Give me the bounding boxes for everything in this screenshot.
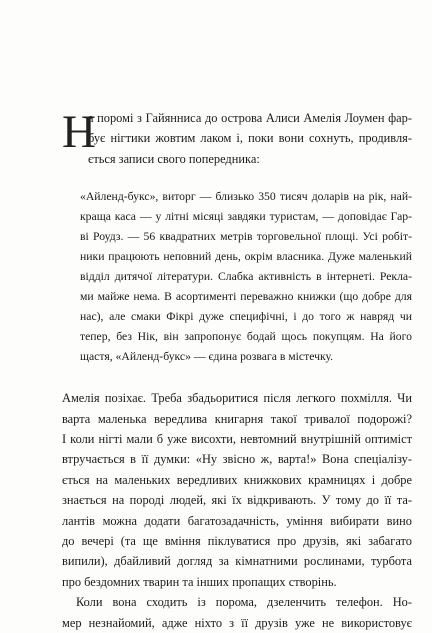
body-line: варта маленька вередлива книгарня такої тривалої подорожі?: [62, 411, 412, 426]
quote-line: відділ дитячої літератури. Слабка активність в інтернеті. Рекла-: [80, 270, 412, 284]
body-line: лантів можна додати багатозадачність, уміння вибирати вино: [62, 513, 412, 528]
body-line: Амелія позіхає. Треба збадьоритися після легкого похмілля. Чи: [62, 391, 412, 406]
intro-paragraph: [62, 108, 412, 169]
quote-line: ники працюють неповний день, окрім власника. Дуже маленький: [80, 250, 412, 264]
intro-line: а поромі з Гайянниса до острова Алиси Амелія Лоумен фар-: [88, 111, 412, 125]
body-line: випили), дбайливий догляд за кімнатними рослинами, турбота: [62, 554, 412, 569]
body-line: про бездомних тварин та інших пропащих створінь.: [62, 574, 337, 589]
closing-paragraph: [62, 592, 412, 633]
quote-line: ві Роудз. — 56 квадратних метрів торговельної площі. Усі робіт-: [80, 230, 412, 244]
quote-line: нас), але смаки Фікрі дуже специфічні, і до того ж навряд чи: [80, 310, 412, 324]
drop-cap: Н: [62, 106, 96, 158]
quote-line: краща каса — у літні місяці завдяки туристам, — доповідає Гар-: [80, 210, 412, 224]
quote-line: ми майже нема. В асортименті переважно книжки (що добре для: [80, 290, 412, 304]
body-line: до вечері (та ще вміння піклуватися про друзів, які забагато: [62, 534, 412, 549]
body-line: мер незнайомий, адже ніхто з її друзів уже не використовує: [62, 615, 412, 630]
intro-line: ється записи свого попередника:: [88, 151, 260, 166]
intro-line: бує нігтики жовтим лаком і, поки вони сохнуть, продивля-: [88, 131, 412, 146]
body-line: знається на породі людей, які їх відкривають. У тому до її та-: [62, 493, 412, 508]
body-line: Коли вона сходить із порома, дзеленчить телефон. Но-: [76, 595, 412, 610]
quote-line: тепер, без Нік, він запропонує бодай щось покупцям. На його: [80, 330, 412, 344]
quote-line: «Айленд-букс», виторг — близько 350 тисяч доларів на рік, най-: [80, 190, 412, 204]
body-line: ється на маленьких вередливих книжкових крамницях і добре: [62, 472, 412, 487]
quoted-notes: [80, 187, 412, 367]
body-paragraph: [62, 388, 412, 592]
body-line: І коли нігті мали б уже висохти, невтомний внутрішній оптиміст: [62, 432, 412, 447]
body-line: втручається в її думки: «Ну звісно ж, варта!» Вона спеціалізу-: [62, 452, 412, 467]
quote-line: щастя, «Айленд-букс» — єдина розвага в містечку.: [80, 350, 334, 364]
